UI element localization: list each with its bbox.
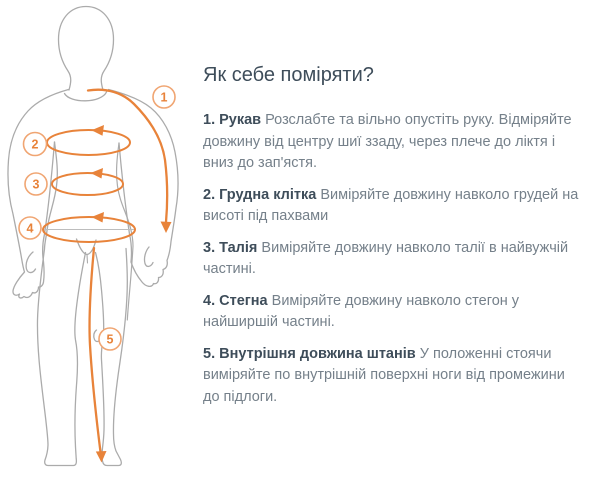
waist-measure-ellipse	[52, 173, 123, 195]
diagram-marker-1	[153, 86, 175, 108]
page-title: Як себе поміряти?	[203, 64, 374, 86]
right-torso-outline	[117, 143, 133, 320]
step-text: Виміряйте довжину навколо талії в найвужчій частині.	[203, 239, 569, 277]
step-text: Розслабте та вільно опустіть руку. Відміряйте довжину від центру шиї ззаду, через плече до ліктя і вниз до зап'ястя.	[203, 112, 572, 171]
step-number: 4.	[203, 292, 216, 309]
crotch-tick	[87, 255, 88, 264]
step-text: У положенні стоячи виміряйте по внутрішній поверхні ноги від промежини до підлоги.	[203, 345, 565, 405]
right-thumb-line	[144, 247, 153, 266]
right-leg-outline	[96, 249, 128, 466]
chest-arrowhead-icon	[92, 125, 105, 136]
measurement-instructions	[203, 62, 581, 418]
diagram-marker-2	[24, 133, 47, 156]
marker-1-number: 1	[160, 90, 168, 105]
diagram-marker-3	[25, 173, 47, 195]
measurement-marks	[43, 90, 167, 452]
step-label: Талія	[219, 239, 258, 256]
step-hips	[203, 291, 581, 334]
sleeve-arrowhead-icon	[161, 222, 172, 234]
step-number: 3.	[203, 239, 216, 256]
body-measurement-diagram	[0, 0, 200, 475]
step-label: Внутрішня довжина штанів	[219, 345, 416, 362]
chest-measure-ellipse	[47, 130, 130, 155]
inseam-measure-arrow	[89, 248, 100, 452]
step-text: Виміряйте довжину навколо грудей на висоті під пахвами	[203, 186, 579, 224]
step-text: Виміряйте довжину навколо стегон у найширшій частині.	[203, 292, 520, 330]
head-outline	[59, 7, 114, 91]
step-chest	[203, 185, 581, 228]
step-number: 1.	[203, 112, 216, 128]
diagram-marker-5	[99, 328, 121, 350]
marker-2-number: 2	[31, 137, 39, 152]
step-inseam	[203, 344, 581, 409]
step-number: 2.	[203, 186, 216, 203]
collar-line	[65, 92, 107, 101]
body-figure-svg	[0, 0, 200, 475]
marker-3-number: 3	[32, 177, 40, 192]
diagram-marker-4	[19, 217, 41, 239]
step-label: Рукав	[219, 112, 262, 128]
step-label: Стегна	[219, 292, 268, 309]
step-sleeve	[203, 110, 581, 175]
step-number: 5.	[203, 345, 216, 362]
step-label: Грудна клітка	[219, 186, 317, 203]
sleeve-measure-arrow	[88, 90, 167, 222]
left-thumb-line	[26, 252, 35, 273]
inseam-arrowhead-icon	[96, 451, 107, 463]
hips-arrowhead-icon	[92, 212, 105, 223]
arrowheads	[91, 125, 172, 463]
step-waist	[203, 238, 581, 281]
waist-arrowhead-icon	[91, 168, 104, 179]
marker-4-number: 4	[26, 221, 34, 236]
marker-5-number: 5	[106, 332, 114, 347]
